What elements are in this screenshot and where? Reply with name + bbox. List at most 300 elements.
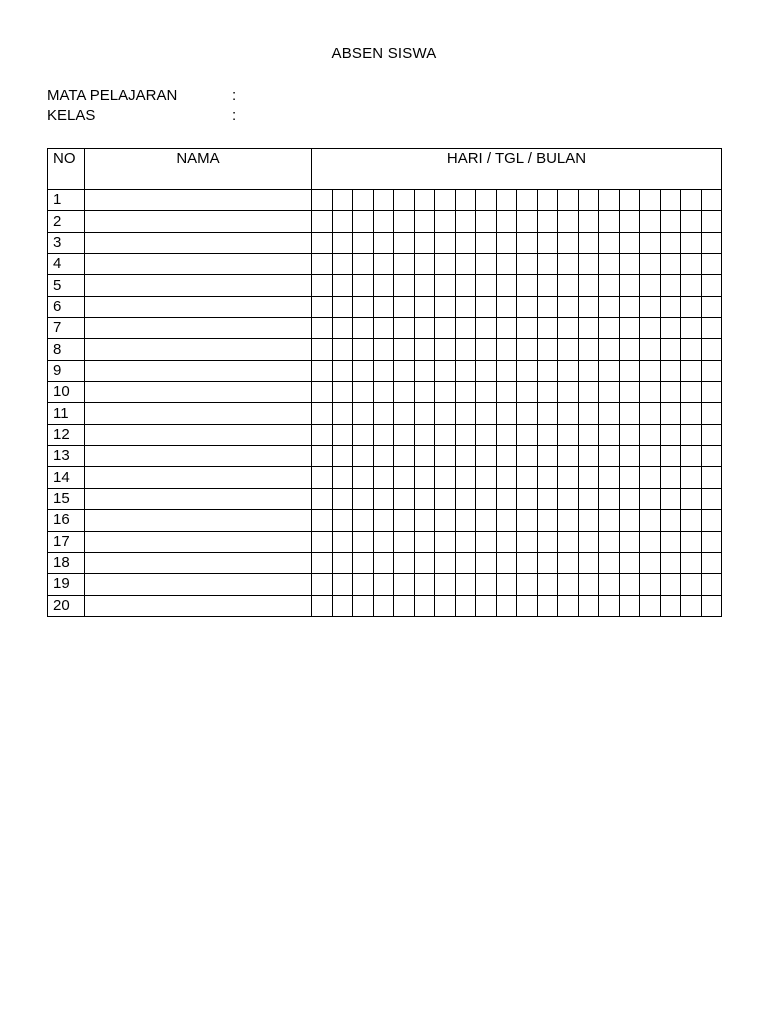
attendance-cell <box>660 275 681 296</box>
attendance-cell <box>312 254 333 275</box>
attendance-cell <box>435 595 456 616</box>
attendance-cell <box>558 318 579 339</box>
table-row <box>48 552 722 573</box>
attendance-cell <box>558 488 579 509</box>
attendance-cell <box>681 275 702 296</box>
attendance-cell <box>414 403 435 424</box>
attendance-cell <box>517 424 538 445</box>
attendance-cell <box>312 403 333 424</box>
attendance-cell <box>660 595 681 616</box>
name-cell <box>85 339 312 360</box>
attendance-cell <box>517 190 538 211</box>
header-nama: NAMA <box>85 149 312 190</box>
attendance-cell <box>332 446 353 467</box>
attendance-cell <box>599 446 620 467</box>
attendance-cell <box>660 318 681 339</box>
attendance-cell <box>435 318 456 339</box>
attendance-cell <box>455 318 476 339</box>
attendance-cell <box>373 446 394 467</box>
attendance-cell <box>435 296 456 317</box>
attendance-cell <box>701 190 722 211</box>
attendance-cell <box>681 339 702 360</box>
attendance-cell <box>353 254 374 275</box>
attendance-cell <box>476 382 497 403</box>
attendance-cell <box>701 531 722 552</box>
attendance-cell <box>353 467 374 488</box>
attendance-cell <box>435 574 456 595</box>
attendance-cell <box>558 446 579 467</box>
attendance-cell <box>619 190 640 211</box>
attendance-cell <box>332 211 353 232</box>
attendance-cell <box>373 574 394 595</box>
attendance-cell <box>619 318 640 339</box>
attendance-cell <box>681 211 702 232</box>
attendance-cell <box>640 467 661 488</box>
attendance-cell <box>517 382 538 403</box>
attendance-cell <box>414 552 435 573</box>
attendance-cell <box>640 360 661 381</box>
attendance-cell <box>660 339 681 360</box>
attendance-cell <box>558 190 579 211</box>
attendance-cell <box>312 232 333 253</box>
name-cell <box>85 595 312 616</box>
attendance-cell <box>660 296 681 317</box>
attendance-cell <box>537 552 558 573</box>
attendance-cell <box>435 211 456 232</box>
table-row <box>48 190 722 211</box>
row-number: 19 <box>48 574 85 595</box>
attendance-cell <box>332 232 353 253</box>
attendance-cell <box>537 232 558 253</box>
attendance-cell <box>517 403 538 424</box>
attendance-cell <box>701 360 722 381</box>
table-row <box>48 318 722 339</box>
attendance-cell <box>332 360 353 381</box>
attendance-cell <box>640 595 661 616</box>
attendance-cell <box>640 190 661 211</box>
attendance-cell <box>701 339 722 360</box>
field-kelas <box>47 106 236 126</box>
attendance-cell <box>476 446 497 467</box>
attendance-cell <box>537 467 558 488</box>
attendance-cell <box>537 254 558 275</box>
attendance-cell <box>701 254 722 275</box>
attendance-cell <box>578 574 599 595</box>
name-cell <box>85 424 312 445</box>
attendance-cell <box>619 552 640 573</box>
attendance-cell <box>353 488 374 509</box>
attendance-cell <box>701 232 722 253</box>
attendance-cell <box>558 254 579 275</box>
attendance-cell <box>660 254 681 275</box>
attendance-cell <box>619 360 640 381</box>
attendance-cell <box>435 232 456 253</box>
header-no: NO <box>48 149 85 190</box>
attendance-cell <box>414 510 435 531</box>
row-number: 15 <box>48 488 85 509</box>
attendance-cell <box>435 488 456 509</box>
attendance-cell <box>619 254 640 275</box>
attendance-cell <box>660 190 681 211</box>
attendance-cell <box>578 595 599 616</box>
attendance-cell <box>599 552 620 573</box>
attendance-cell <box>373 552 394 573</box>
attendance-cell <box>578 424 599 445</box>
attendance-cell <box>394 446 415 467</box>
attendance-cell <box>640 403 661 424</box>
attendance-cell <box>496 531 517 552</box>
attendance-cell <box>496 488 517 509</box>
attendance-cell <box>517 467 538 488</box>
attendance-cell <box>578 296 599 317</box>
row-number: 11 <box>48 403 85 424</box>
attendance-cell <box>537 403 558 424</box>
attendance-cell <box>373 510 394 531</box>
attendance-cell <box>701 211 722 232</box>
attendance-cell <box>681 488 702 509</box>
attendance-cell <box>394 574 415 595</box>
name-cell <box>85 211 312 232</box>
attendance-cell <box>517 296 538 317</box>
attendance-cell <box>312 211 333 232</box>
attendance-cell <box>640 424 661 445</box>
attendance-cell <box>578 318 599 339</box>
attendance-cell <box>476 254 497 275</box>
attendance-cell <box>353 339 374 360</box>
attendance-cell <box>599 424 620 445</box>
attendance-cell <box>681 254 702 275</box>
attendance-cell <box>476 339 497 360</box>
attendance-cell <box>455 190 476 211</box>
attendance-cell <box>558 510 579 531</box>
attendance-cell <box>681 446 702 467</box>
attendance-cell <box>640 318 661 339</box>
attendance-cell <box>414 360 435 381</box>
attendance-cell <box>640 254 661 275</box>
attendance-cell <box>455 211 476 232</box>
attendance-cell <box>435 446 456 467</box>
attendance-cell <box>701 318 722 339</box>
attendance-cell <box>353 296 374 317</box>
attendance-cell <box>312 488 333 509</box>
attendance-cell <box>332 318 353 339</box>
field-mata-pelajaran <box>47 86 236 106</box>
name-cell <box>85 318 312 339</box>
table-row <box>48 360 722 381</box>
attendance-cell <box>681 296 702 317</box>
attendance-cell <box>517 552 538 573</box>
attendance-cell <box>373 595 394 616</box>
attendance-cell <box>455 488 476 509</box>
attendance-cell <box>394 339 415 360</box>
table-header-row <box>48 149 722 190</box>
attendance-cell <box>619 510 640 531</box>
attendance-cell <box>701 510 722 531</box>
attendance-cell <box>394 190 415 211</box>
attendance-cell <box>599 403 620 424</box>
name-cell <box>85 403 312 424</box>
attendance-cell <box>455 595 476 616</box>
attendance-cell <box>455 339 476 360</box>
attendance-cell <box>373 360 394 381</box>
attendance-cell <box>599 339 620 360</box>
attendance-cell <box>537 211 558 232</box>
attendance-cell <box>578 339 599 360</box>
attendance-cell <box>476 296 497 317</box>
attendance-cell <box>701 467 722 488</box>
attendance-cell <box>373 296 394 317</box>
attendance-cell <box>476 190 497 211</box>
attendance-cell <box>476 275 497 296</box>
attendance-cell <box>496 552 517 573</box>
attendance-cell <box>455 467 476 488</box>
attendance-cell <box>414 595 435 616</box>
attendance-cell <box>578 190 599 211</box>
attendance-cell <box>640 382 661 403</box>
attendance-cell <box>332 190 353 211</box>
attendance-cell <box>312 467 333 488</box>
attendance-cell <box>681 403 702 424</box>
attendance-cell <box>537 488 558 509</box>
attendance-cell <box>353 318 374 339</box>
attendance-cell <box>414 275 435 296</box>
name-cell <box>85 232 312 253</box>
attendance-cell <box>496 574 517 595</box>
attendance-cell <box>599 296 620 317</box>
attendance-cell <box>558 296 579 317</box>
attendance-cell <box>435 382 456 403</box>
attendance-cell <box>476 552 497 573</box>
attendance-cell <box>640 552 661 573</box>
attendance-cell <box>435 254 456 275</box>
attendance-cell <box>537 510 558 531</box>
attendance-cell <box>373 190 394 211</box>
attendance-cell <box>394 510 415 531</box>
attendance-cell <box>619 296 640 317</box>
attendance-cell <box>537 190 558 211</box>
attendance-cell <box>353 446 374 467</box>
attendance-cell <box>599 232 620 253</box>
table-row <box>48 339 722 360</box>
attendance-cell <box>476 488 497 509</box>
attendance-cell <box>701 552 722 573</box>
row-number: 1 <box>48 190 85 211</box>
attendance-cell <box>537 360 558 381</box>
attendance-cell <box>578 382 599 403</box>
row-number: 13 <box>48 446 85 467</box>
attendance-cell <box>537 318 558 339</box>
name-cell <box>85 190 312 211</box>
attendance-cell <box>578 211 599 232</box>
attendance-cell <box>414 190 435 211</box>
attendance-cell <box>681 467 702 488</box>
attendance-cell <box>435 424 456 445</box>
attendance-cell <box>517 318 538 339</box>
attendance-cell <box>660 232 681 253</box>
attendance-cell <box>558 531 579 552</box>
attendance-cell <box>332 552 353 573</box>
attendance-cell <box>619 211 640 232</box>
row-number: 6 <box>48 296 85 317</box>
attendance-cell <box>476 467 497 488</box>
attendance-cell <box>353 232 374 253</box>
attendance-cell <box>332 339 353 360</box>
attendance-cell <box>496 296 517 317</box>
attendance-cell <box>599 275 620 296</box>
attendance-cell <box>455 574 476 595</box>
document-title: ABSEN SISWA <box>331 45 437 62</box>
attendance-cell <box>496 403 517 424</box>
attendance-cell <box>476 574 497 595</box>
row-number: 20 <box>48 595 85 616</box>
attendance-cell <box>517 339 538 360</box>
attendance-cell <box>619 595 640 616</box>
attendance-cell <box>414 211 435 232</box>
attendance-cell <box>394 552 415 573</box>
attendance-cell <box>373 339 394 360</box>
attendance-cell <box>312 339 333 360</box>
attendance-cell <box>701 275 722 296</box>
attendance-cell <box>599 254 620 275</box>
attendance-cell <box>558 339 579 360</box>
attendance-cell <box>537 296 558 317</box>
attendance-cell <box>537 275 558 296</box>
attendance-cell <box>496 318 517 339</box>
attendance-cell <box>435 190 456 211</box>
row-number: 3 <box>48 232 85 253</box>
name-cell <box>85 296 312 317</box>
attendance-cell <box>537 531 558 552</box>
attendance-cell <box>660 510 681 531</box>
attendance-cell <box>455 531 476 552</box>
attendance-cell <box>640 232 661 253</box>
attendance-cell <box>394 467 415 488</box>
attendance-cell <box>537 446 558 467</box>
attendance-cell <box>332 382 353 403</box>
attendance-cell <box>578 467 599 488</box>
attendance-cell <box>599 382 620 403</box>
attendance-cell <box>640 211 661 232</box>
attendance-cell <box>476 424 497 445</box>
attendance-cell <box>558 403 579 424</box>
attendance-cell <box>332 574 353 595</box>
attendance-cell <box>332 531 353 552</box>
attendance-cell <box>578 254 599 275</box>
name-cell <box>85 467 312 488</box>
attendance-cell <box>435 360 456 381</box>
attendance-cell <box>435 467 456 488</box>
attendance-cell <box>640 488 661 509</box>
attendance-cell <box>312 360 333 381</box>
attendance-cell <box>394 531 415 552</box>
attendance-cell <box>660 211 681 232</box>
attendance-cell <box>517 211 538 232</box>
attendance-cell <box>496 424 517 445</box>
attendance-cell <box>660 552 681 573</box>
header-hari-tgl-bulan: HARI / TGL / BULAN <box>312 149 722 190</box>
row-number: 14 <box>48 467 85 488</box>
attendance-cell <box>414 446 435 467</box>
attendance-cell <box>435 531 456 552</box>
attendance-cell <box>353 424 374 445</box>
attendance-cell <box>476 211 497 232</box>
attendance-cell <box>332 296 353 317</box>
name-cell <box>85 574 312 595</box>
attendance-cell <box>312 424 333 445</box>
attendance-cell <box>619 232 640 253</box>
attendance-cell <box>353 360 374 381</box>
attendance-cell <box>619 382 640 403</box>
attendance-cell <box>414 339 435 360</box>
attendance-cell <box>640 446 661 467</box>
attendance-cell <box>455 510 476 531</box>
attendance-cell <box>496 190 517 211</box>
table-row <box>48 232 722 253</box>
row-number: 5 <box>48 275 85 296</box>
attendance-cell <box>701 403 722 424</box>
attendance-cell <box>599 488 620 509</box>
attendance-cell <box>353 403 374 424</box>
attendance-cell <box>619 424 640 445</box>
attendance-cell <box>373 531 394 552</box>
attendance-cell <box>640 574 661 595</box>
row-number: 9 <box>48 360 85 381</box>
row-number: 17 <box>48 531 85 552</box>
attendance-cell <box>455 232 476 253</box>
name-cell <box>85 510 312 531</box>
attendance-cell <box>660 574 681 595</box>
attendance-cell <box>373 211 394 232</box>
attendance-cell <box>578 531 599 552</box>
attendance-cell <box>599 531 620 552</box>
attendance-cell <box>558 232 579 253</box>
attendance-cell <box>353 190 374 211</box>
attendance-cell <box>435 339 456 360</box>
table-row <box>48 488 722 509</box>
attendance-cell <box>496 360 517 381</box>
attendance-cell <box>312 531 333 552</box>
attendance-cell <box>312 190 333 211</box>
attendance-cell <box>578 232 599 253</box>
attendance-cell <box>701 296 722 317</box>
attendance-cell <box>701 382 722 403</box>
attendance-cell <box>599 574 620 595</box>
attendance-cell <box>681 424 702 445</box>
attendance-cell <box>619 275 640 296</box>
attendance-cell <box>640 510 661 531</box>
attendance-cell <box>619 531 640 552</box>
attendance-cell <box>496 446 517 467</box>
field-label: KELAS <box>47 107 96 124</box>
attendance-cell <box>332 467 353 488</box>
row-number: 18 <box>48 552 85 573</box>
attendance-cell <box>394 211 415 232</box>
table-row <box>48 595 722 616</box>
attendance-cell <box>619 467 640 488</box>
attendance-cell <box>476 595 497 616</box>
attendance-cell <box>599 211 620 232</box>
attendance-cell <box>558 275 579 296</box>
field-colon: : <box>232 107 237 124</box>
attendance-cell <box>373 318 394 339</box>
attendance-cell <box>701 446 722 467</box>
attendance-cell <box>394 318 415 339</box>
table-row <box>48 296 722 317</box>
attendance-cell <box>435 552 456 573</box>
attendance-cell <box>558 552 579 573</box>
table-row <box>48 403 722 424</box>
attendance-cell <box>578 446 599 467</box>
